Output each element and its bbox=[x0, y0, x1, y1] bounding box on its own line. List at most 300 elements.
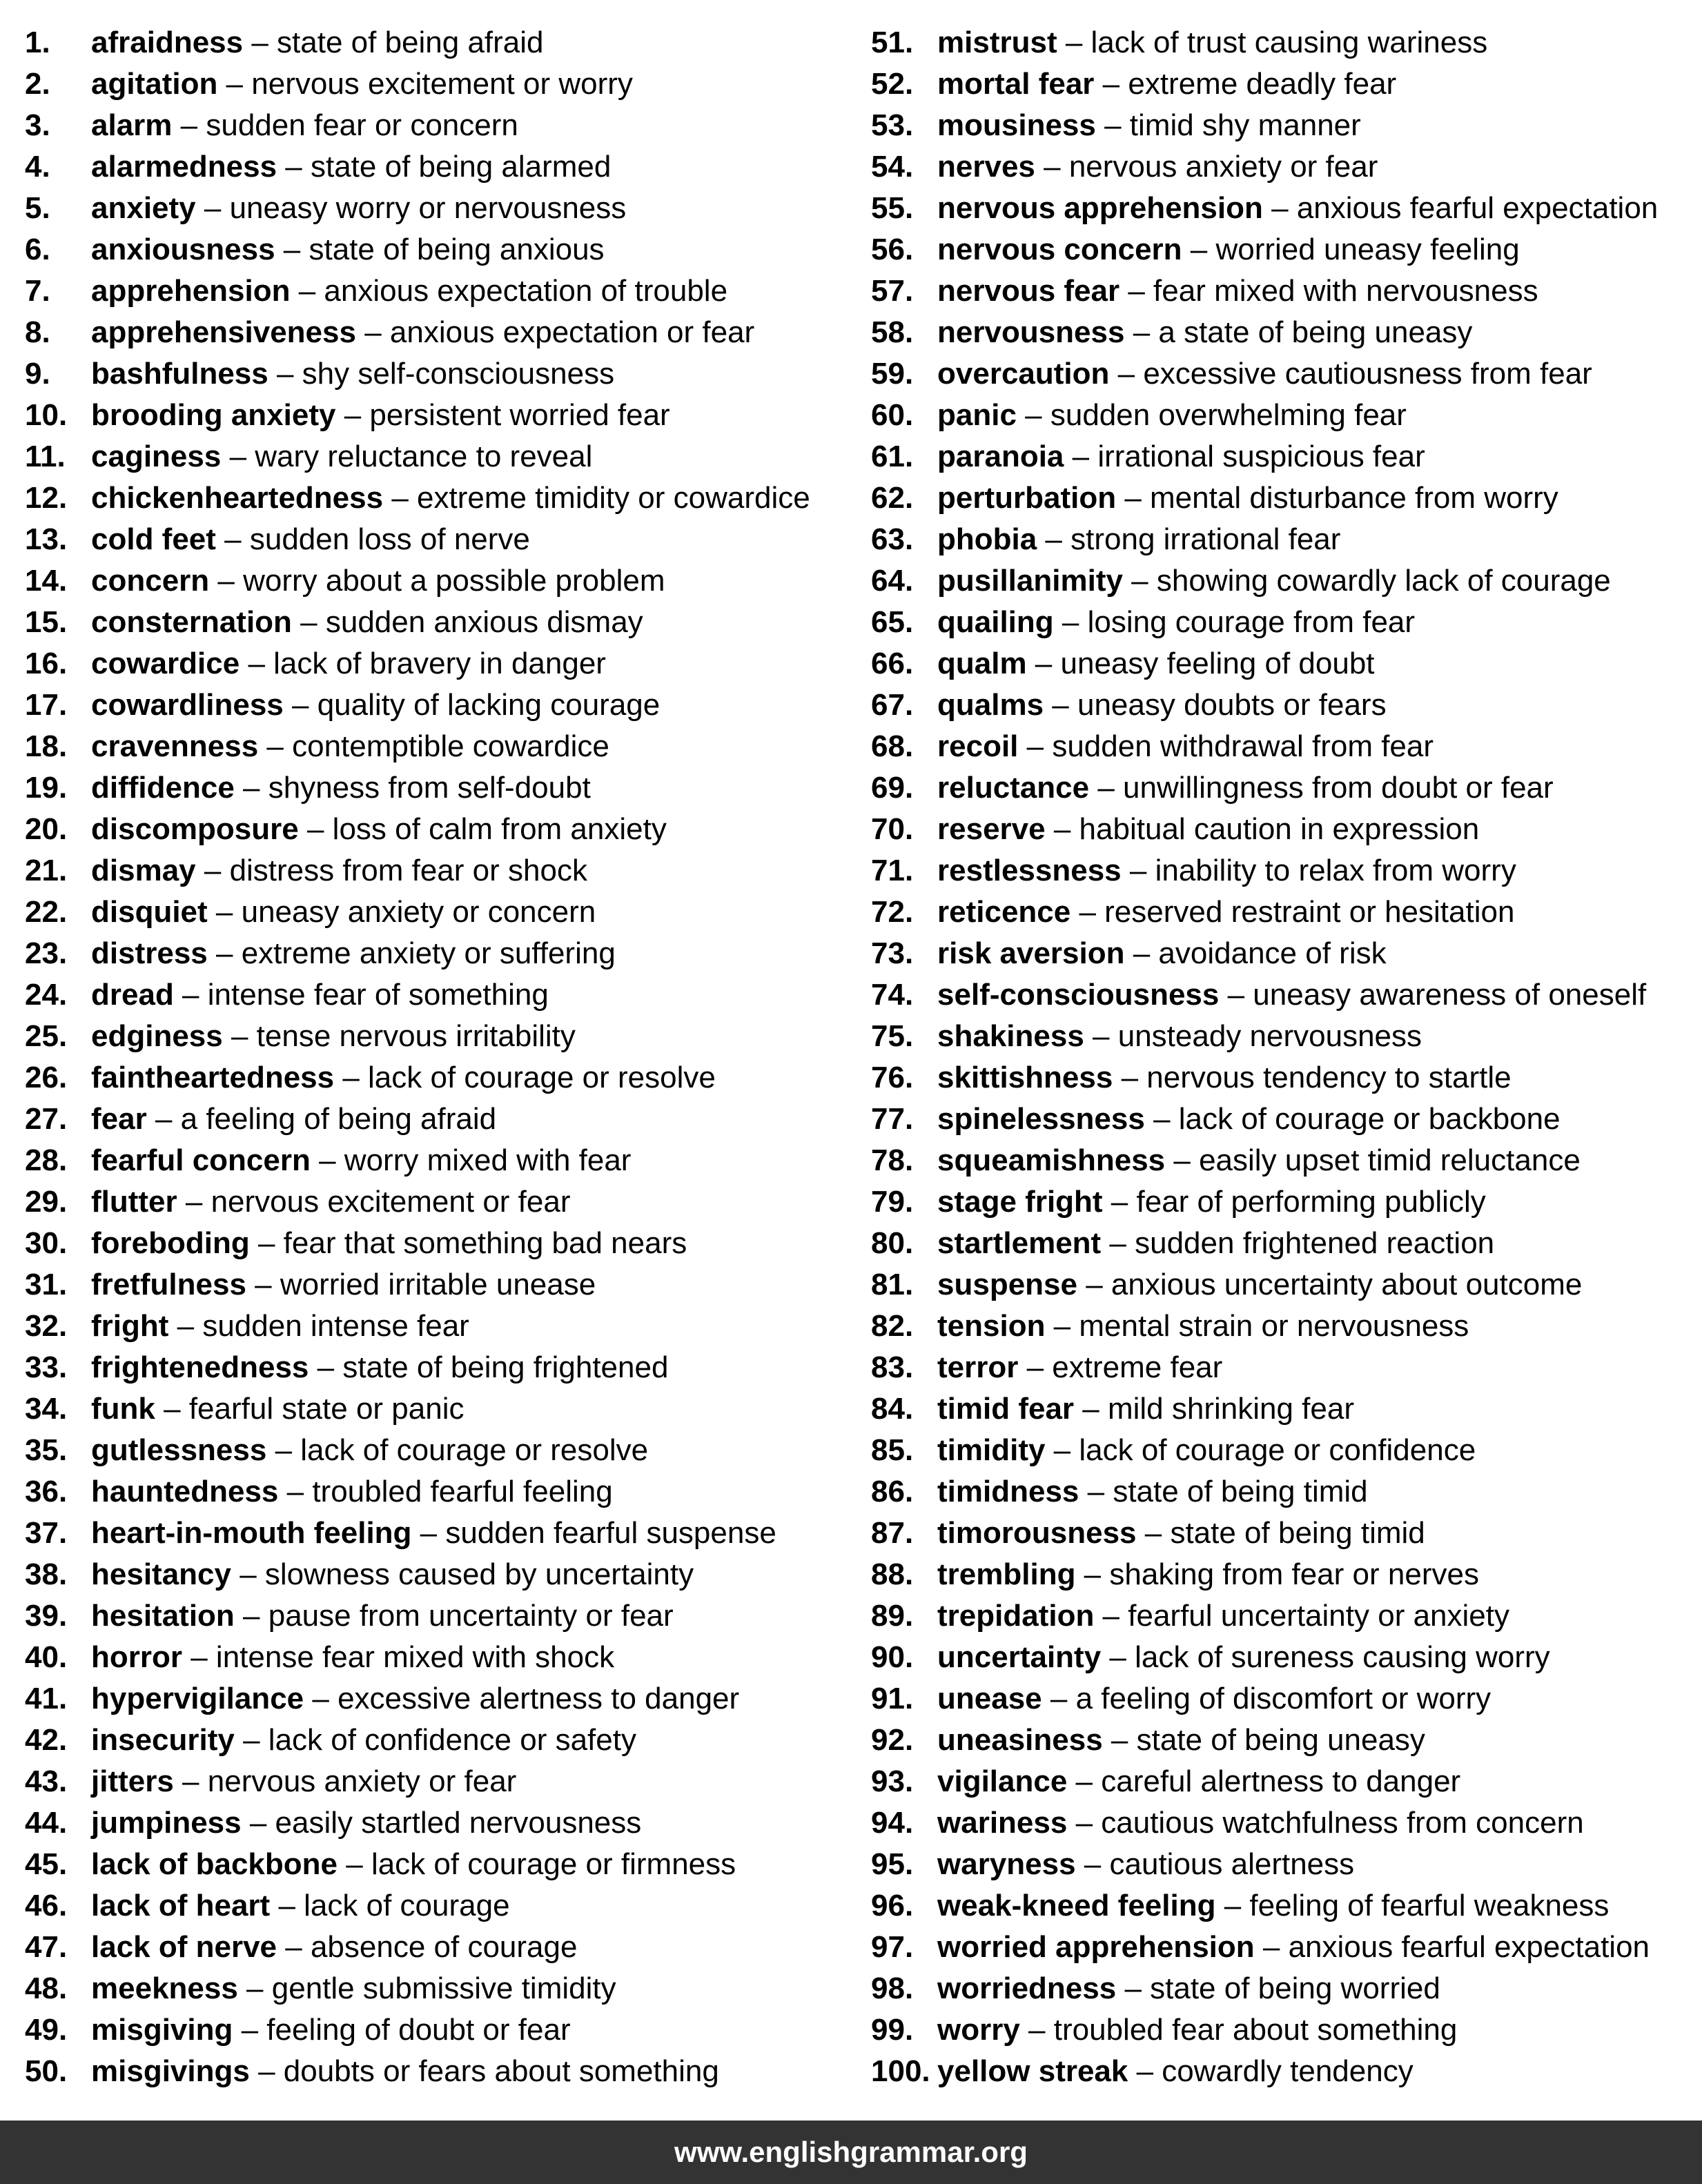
item-definition: worry mixed with fear bbox=[344, 1143, 632, 1177]
item-separator: – bbox=[1182, 233, 1216, 266]
list-item bbox=[25, 1264, 874, 1306]
item-definition: anxious expectation or fear bbox=[389, 315, 755, 349]
item-term: overcaution bbox=[937, 357, 1110, 391]
item-definition: easily upset timid reluctance bbox=[1199, 1143, 1581, 1177]
item-separator: – bbox=[168, 1309, 203, 1343]
item-term: apprehensiveness bbox=[91, 315, 356, 349]
item-definition: lack of bravery in danger bbox=[273, 647, 606, 680]
item-separator: – bbox=[1075, 1847, 1110, 1881]
item-separator: – bbox=[243, 26, 277, 59]
list-item bbox=[25, 229, 874, 270]
list-item bbox=[25, 1885, 874, 1927]
item-term: dismay bbox=[91, 854, 196, 887]
list-item bbox=[871, 1223, 1702, 1264]
item-number: 91. bbox=[871, 1682, 914, 1715]
item-definition: sudden fearful suspense bbox=[445, 1516, 776, 1550]
item-number: 18. bbox=[25, 729, 68, 763]
item-definition: worried irritable unease bbox=[280, 1268, 596, 1301]
list-item bbox=[871, 146, 1702, 188]
list-item bbox=[25, 933, 874, 974]
list-item bbox=[25, 1761, 874, 1802]
item-number: 53. bbox=[871, 108, 914, 142]
item-term: lack of backbone bbox=[91, 1847, 338, 1881]
item-term: phobia bbox=[937, 522, 1037, 556]
item-definition: a feeling of discomfort or worry bbox=[1075, 1682, 1491, 1715]
item-separator: – bbox=[275, 233, 309, 266]
item-definition: extreme fear bbox=[1052, 1350, 1223, 1384]
item-number: 60. bbox=[871, 398, 914, 432]
list-item bbox=[25, 1968, 874, 2009]
item-number: 15. bbox=[25, 605, 68, 639]
list-item bbox=[25, 2009, 874, 2051]
item-definition: absence of courage bbox=[310, 1930, 578, 1964]
item-term: gutlessness bbox=[91, 1433, 267, 1467]
item-term: startlement bbox=[937, 1226, 1102, 1260]
item-number: 16. bbox=[25, 647, 68, 680]
item-separator: – bbox=[207, 895, 242, 929]
item-separator: – bbox=[1016, 398, 1050, 432]
item-definition: shaking from fear or nerves bbox=[1109, 1557, 1479, 1591]
list-item bbox=[25, 892, 874, 933]
item-separator: – bbox=[1136, 1516, 1171, 1550]
item-separator: – bbox=[298, 812, 333, 846]
item-definition: sudden withdrawal from fear bbox=[1052, 729, 1434, 763]
item-term: paranoia bbox=[937, 440, 1064, 473]
list-item bbox=[871, 560, 1702, 602]
item-separator: – bbox=[1254, 1930, 1289, 1964]
item-separator: – bbox=[1079, 1475, 1113, 1508]
item-term: bashfulness bbox=[91, 357, 268, 391]
item-definition: lack of courage or confidence bbox=[1079, 1433, 1476, 1467]
list-item bbox=[871, 436, 1702, 478]
list-item bbox=[871, 1347, 1702, 1388]
list-item bbox=[25, 1347, 874, 1388]
item-number: 87. bbox=[871, 1516, 914, 1550]
item-separator: – bbox=[1067, 1764, 1102, 1798]
item-term: brooding anxiety bbox=[91, 398, 336, 432]
item-number: 70. bbox=[871, 812, 914, 846]
item-number: 85. bbox=[871, 1433, 914, 1467]
item-separator: – bbox=[1045, 812, 1079, 846]
item-number: 71. bbox=[871, 854, 914, 887]
list-item bbox=[25, 1099, 874, 1140]
item-number: 22. bbox=[25, 895, 68, 929]
item-number: 90. bbox=[871, 1640, 914, 1674]
item-separator: – bbox=[146, 1102, 181, 1136]
list-item bbox=[25, 395, 874, 436]
item-number: 29. bbox=[25, 1185, 68, 1219]
item-term: worry bbox=[937, 2013, 1020, 2047]
item-term: alarmedness bbox=[91, 150, 277, 184]
item-number: 79. bbox=[871, 1185, 914, 1219]
item-definition: doubts or fears about something bbox=[283, 2054, 719, 2088]
item-separator: – bbox=[258, 729, 293, 763]
item-term: mortal fear bbox=[937, 67, 1095, 101]
list-item bbox=[871, 1968, 1702, 2009]
item-term: cowardliness bbox=[91, 688, 284, 722]
item-definition: uneasy anxiety or concern bbox=[241, 895, 596, 929]
list-item bbox=[871, 188, 1702, 229]
item-number: 8. bbox=[25, 315, 50, 349]
item-separator: – bbox=[195, 854, 230, 887]
item-definition: fearful state or panic bbox=[188, 1392, 464, 1426]
list-item bbox=[25, 22, 874, 63]
footer-url: www.englishgrammar.org bbox=[674, 2136, 1028, 2168]
item-term: restlessness bbox=[937, 854, 1122, 887]
list-item bbox=[871, 767, 1702, 809]
item-number: 49. bbox=[25, 2013, 68, 2047]
list-item bbox=[25, 1513, 874, 1554]
item-number: 59. bbox=[871, 357, 914, 391]
item-separator: – bbox=[1089, 771, 1124, 805]
list-item bbox=[871, 1595, 1702, 1637]
item-separator: – bbox=[277, 150, 311, 184]
item-definition: lack of courage or firmness bbox=[371, 1847, 736, 1881]
item-separator: – bbox=[221, 440, 255, 473]
list-item bbox=[871, 2009, 1702, 2051]
item-term: worriedness bbox=[937, 1971, 1117, 2005]
item-definition: sudden loss of nerve bbox=[249, 522, 530, 556]
item-number: 98. bbox=[871, 1971, 914, 2005]
item-number: 19. bbox=[25, 771, 68, 805]
item-number: 58. bbox=[871, 315, 914, 349]
item-definition: contemptible cowardice bbox=[292, 729, 609, 763]
item-term: yellow streak bbox=[937, 2054, 1128, 2088]
list-item bbox=[871, 1513, 1702, 1554]
item-definition: troubled fearful feeling bbox=[312, 1475, 613, 1508]
list-item bbox=[871, 353, 1702, 395]
item-number: 37. bbox=[25, 1516, 68, 1550]
item-number: 84. bbox=[871, 1392, 914, 1426]
item-separator: – bbox=[1019, 2013, 1054, 2047]
list-item bbox=[25, 312, 874, 353]
list-item bbox=[871, 1720, 1702, 1761]
list-item bbox=[25, 188, 874, 229]
item-separator: – bbox=[290, 274, 324, 308]
item-term: misgiving bbox=[91, 2013, 233, 2047]
item-term: frightenedness bbox=[91, 1350, 309, 1384]
list-item bbox=[25, 1802, 874, 1844]
list-item bbox=[25, 685, 874, 726]
item-term: waryness bbox=[937, 1847, 1076, 1881]
item-separator: – bbox=[1094, 67, 1128, 101]
list-item bbox=[871, 1844, 1702, 1885]
item-number: 99. bbox=[871, 2013, 914, 2047]
item-definition: inability to relax from worry bbox=[1155, 854, 1516, 887]
item-term: hauntedness bbox=[91, 1475, 279, 1508]
item-definition: uneasy awareness of oneself bbox=[1253, 978, 1647, 1012]
item-number: 42. bbox=[25, 1723, 68, 1757]
item-separator: – bbox=[1070, 895, 1105, 929]
item-number: 67. bbox=[871, 688, 914, 722]
item-separator: – bbox=[1219, 978, 1253, 1012]
item-definition: nervous anxiety or fear bbox=[1068, 150, 1378, 184]
item-definition: excessive alertness to danger bbox=[338, 1682, 740, 1715]
item-separator: – bbox=[1084, 1019, 1118, 1053]
item-separator: – bbox=[1128, 2054, 1162, 2088]
item-term: worried apprehension bbox=[937, 1930, 1255, 1964]
item-separator: – bbox=[173, 978, 208, 1012]
item-term: unease bbox=[937, 1682, 1042, 1715]
item-separator: – bbox=[1064, 440, 1098, 473]
item-term: horror bbox=[91, 1640, 182, 1674]
item-definition: excessive cautiousness from fear bbox=[1143, 357, 1592, 391]
item-term: tension bbox=[937, 1309, 1046, 1343]
item-definition: uneasy feeling of doubt bbox=[1060, 647, 1375, 680]
item-definition: shy self-consciousness bbox=[302, 357, 615, 391]
list-item bbox=[25, 726, 874, 767]
item-separator: – bbox=[239, 647, 274, 680]
list-item bbox=[25, 1554, 874, 1595]
item-number: 86. bbox=[871, 1475, 914, 1508]
item-separator: – bbox=[335, 398, 370, 432]
item-definition: feeling of doubt or fear bbox=[266, 2013, 571, 2047]
item-separator: – bbox=[1165, 1143, 1200, 1177]
list-item bbox=[25, 1057, 874, 1099]
item-definition: fear mixed with nervousness bbox=[1153, 274, 1538, 308]
list-item bbox=[871, 1099, 1702, 1140]
item-number: 54. bbox=[871, 150, 914, 184]
item-term: mousiness bbox=[937, 108, 1096, 142]
item-definition: habitual caution in expression bbox=[1079, 812, 1480, 846]
list-item bbox=[25, 1140, 874, 1181]
item-term: spinelessness bbox=[937, 1102, 1145, 1136]
item-definition: a feeling of being afraid bbox=[180, 1102, 497, 1136]
item-separator: – bbox=[215, 522, 250, 556]
item-separator: – bbox=[172, 108, 206, 142]
item-term: insecurity bbox=[91, 1723, 235, 1757]
list-item bbox=[25, 1016, 874, 1057]
list-item bbox=[871, 270, 1702, 312]
footer-bar bbox=[0, 2121, 1702, 2184]
item-number: 34. bbox=[25, 1392, 68, 1426]
list-item bbox=[25, 850, 874, 892]
item-term: funk bbox=[91, 1392, 155, 1426]
item-number: 25. bbox=[25, 1019, 68, 1053]
list-item bbox=[871, 1264, 1702, 1306]
item-separator: – bbox=[1116, 1971, 1151, 2005]
item-number: 68. bbox=[871, 729, 914, 763]
list-item bbox=[871, 105, 1702, 146]
item-separator: – bbox=[310, 1143, 344, 1177]
item-number: 66. bbox=[871, 647, 914, 680]
item-definition: anxious uncertainty about outcome bbox=[1111, 1268, 1583, 1301]
list-item bbox=[25, 1181, 874, 1223]
item-separator: – bbox=[231, 1557, 265, 1591]
list-item bbox=[25, 1388, 874, 1430]
item-definition: intense fear of something bbox=[207, 978, 549, 1012]
item-separator: – bbox=[209, 564, 244, 598]
item-definition: fearful uncertainty or anxiety bbox=[1128, 1599, 1509, 1633]
item-term: suspense bbox=[937, 1268, 1077, 1301]
item-number: 17. bbox=[25, 688, 68, 722]
item-term: trembling bbox=[937, 1557, 1076, 1591]
item-definition: mild shrinking fear bbox=[1107, 1392, 1354, 1426]
list-item bbox=[25, 353, 874, 395]
item-separator: – bbox=[1109, 357, 1144, 391]
item-term: skittishness bbox=[937, 1061, 1113, 1094]
list-item bbox=[871, 63, 1702, 105]
list-item bbox=[25, 1637, 874, 1678]
item-number: 35. bbox=[25, 1433, 68, 1467]
item-definition: mental disturbance from worry bbox=[1150, 481, 1558, 515]
item-number: 2. bbox=[25, 67, 50, 101]
item-definition: timid shy manner bbox=[1129, 108, 1361, 142]
item-separator: – bbox=[1102, 1185, 1137, 1219]
item-separator: – bbox=[291, 605, 326, 639]
item-term: jumpiness bbox=[91, 1806, 242, 1840]
item-number: 20. bbox=[25, 812, 68, 846]
item-term: trepidation bbox=[937, 1599, 1095, 1633]
item-term: caginess bbox=[91, 440, 222, 473]
list-item bbox=[25, 809, 874, 850]
item-definition: state of being uneasy bbox=[1136, 1723, 1425, 1757]
item-separator: – bbox=[1119, 274, 1154, 308]
item-term: lack of heart bbox=[91, 1889, 271, 1922]
item-term: uneasiness bbox=[937, 1723, 1103, 1757]
item-definition: lack of confidence or safety bbox=[268, 1723, 636, 1757]
item-separator: – bbox=[237, 1971, 272, 2005]
item-definition: uneasy worry or nervousness bbox=[229, 191, 627, 225]
item-separator: – bbox=[355, 315, 390, 349]
item-term: dread bbox=[91, 978, 174, 1012]
item-number: 97. bbox=[871, 1930, 914, 1964]
list-item bbox=[25, 1471, 874, 1513]
list-item bbox=[871, 1637, 1702, 1678]
item-separator: – bbox=[383, 481, 418, 515]
item-definition: careful alertness to danger bbox=[1101, 1764, 1461, 1798]
list-item bbox=[871, 1761, 1702, 1802]
item-term: nervous apprehension bbox=[937, 191, 1263, 225]
item-number: 23. bbox=[25, 936, 68, 970]
item-definition: shyness from self-doubt bbox=[268, 771, 591, 805]
item-definition: fear that something bad nears bbox=[283, 1226, 687, 1260]
list-item bbox=[871, 312, 1702, 353]
item-separator: – bbox=[1077, 1268, 1111, 1301]
item-number: 36. bbox=[25, 1475, 68, 1508]
item-term: concern bbox=[91, 564, 210, 598]
item-term: reserve bbox=[937, 812, 1046, 846]
item-separator: – bbox=[283, 688, 317, 722]
item-number: 10. bbox=[25, 398, 68, 432]
item-definition: wary reluctance to reveal bbox=[255, 440, 593, 473]
item-definition: sudden overwhelming fear bbox=[1050, 398, 1407, 432]
item-number: 82. bbox=[871, 1309, 914, 1343]
item-definition: lack of courage bbox=[304, 1889, 510, 1922]
item-term: squeamishness bbox=[937, 1143, 1166, 1177]
list-item bbox=[25, 63, 874, 105]
item-term: shakiness bbox=[937, 1019, 1084, 1053]
item-term: discomposure bbox=[91, 812, 299, 846]
item-definition: worry about a possible problem bbox=[243, 564, 665, 598]
item-definition: state of being frightened bbox=[342, 1350, 669, 1384]
list-item bbox=[871, 1057, 1702, 1099]
item-separator: – bbox=[207, 936, 242, 970]
item-term: jitters bbox=[91, 1764, 174, 1798]
item-separator: – bbox=[234, 771, 268, 805]
list-item bbox=[871, 726, 1702, 767]
item-separator: – bbox=[182, 1640, 216, 1674]
item-separator: – bbox=[217, 67, 252, 101]
item-separator: – bbox=[338, 1847, 371, 1881]
list-item bbox=[25, 767, 874, 809]
list-item bbox=[25, 1595, 874, 1637]
item-term: anxiety bbox=[91, 191, 196, 225]
list-item bbox=[871, 1471, 1702, 1513]
list-item bbox=[25, 436, 874, 478]
item-number: 56. bbox=[871, 233, 914, 266]
item-separator: – bbox=[249, 1226, 284, 1260]
item-term: distress bbox=[91, 936, 208, 970]
item-definition: sudden frightened reaction bbox=[1135, 1226, 1495, 1260]
item-separator: – bbox=[1045, 1433, 1079, 1467]
list-item bbox=[871, 602, 1702, 643]
list-item bbox=[871, 1802, 1702, 1844]
item-definition: extreme anxiety or suffering bbox=[241, 936, 616, 970]
item-definition: cautious watchfulness from concern bbox=[1101, 1806, 1584, 1840]
list-item bbox=[871, 850, 1702, 892]
list-item bbox=[871, 2051, 1702, 2092]
list-item bbox=[871, 22, 1702, 63]
item-term: timidity bbox=[937, 1433, 1046, 1467]
item-separator: – bbox=[234, 1723, 268, 1757]
list-item bbox=[871, 1016, 1702, 1057]
item-definition: cowardly tendency bbox=[1162, 2054, 1414, 2088]
item-number: 14. bbox=[25, 564, 68, 598]
item-number: 64. bbox=[871, 564, 914, 598]
item-term: apprehension bbox=[91, 274, 291, 308]
list-item bbox=[871, 1306, 1702, 1347]
item-number: 28. bbox=[25, 1143, 68, 1177]
item-separator: – bbox=[1101, 1226, 1135, 1260]
item-definition: anxious fearful expectation bbox=[1296, 191, 1659, 225]
item-definition: state of being timid bbox=[1113, 1475, 1368, 1508]
item-term: reluctance bbox=[937, 771, 1090, 805]
item-definition: extreme timidity or cowardice bbox=[417, 481, 810, 515]
item-number: 11. bbox=[25, 440, 66, 473]
list-item bbox=[25, 478, 874, 519]
item-separator: – bbox=[222, 1019, 257, 1053]
item-definition: sudden fear or concern bbox=[206, 108, 518, 142]
item-number: 57. bbox=[871, 274, 914, 308]
list-item bbox=[871, 974, 1702, 1016]
item-number: 55. bbox=[871, 191, 914, 225]
item-term: nervous concern bbox=[937, 233, 1182, 266]
list-item bbox=[25, 1720, 874, 1761]
item-term: timidness bbox=[937, 1475, 1079, 1508]
item-term: fear bbox=[91, 1102, 147, 1136]
item-definition: state of being alarmed bbox=[310, 150, 612, 184]
item-term: foreboding bbox=[91, 1226, 250, 1260]
item-term: flutter bbox=[91, 1185, 177, 1219]
item-separator: – bbox=[1095, 108, 1130, 142]
item-definition: state of being worried bbox=[1150, 1971, 1440, 2005]
list-item bbox=[871, 1388, 1702, 1430]
item-term: risk aversion bbox=[937, 936, 1125, 970]
item-definition: lack of trust causing wariness bbox=[1090, 26, 1488, 59]
right-column bbox=[871, 22, 1702, 2092]
item-definition: showing cowardly lack of courage bbox=[1156, 564, 1611, 598]
item-definition: sudden anxious dismay bbox=[325, 605, 643, 639]
item-separator: – bbox=[1075, 1557, 1110, 1591]
list-item bbox=[871, 1140, 1702, 1181]
item-separator: – bbox=[1121, 854, 1155, 887]
item-number: 32. bbox=[25, 1309, 68, 1343]
item-number: 44. bbox=[25, 1806, 68, 1840]
item-separator: – bbox=[304, 1682, 338, 1715]
item-number: 93. bbox=[871, 1764, 914, 1798]
item-separator: – bbox=[195, 191, 230, 225]
